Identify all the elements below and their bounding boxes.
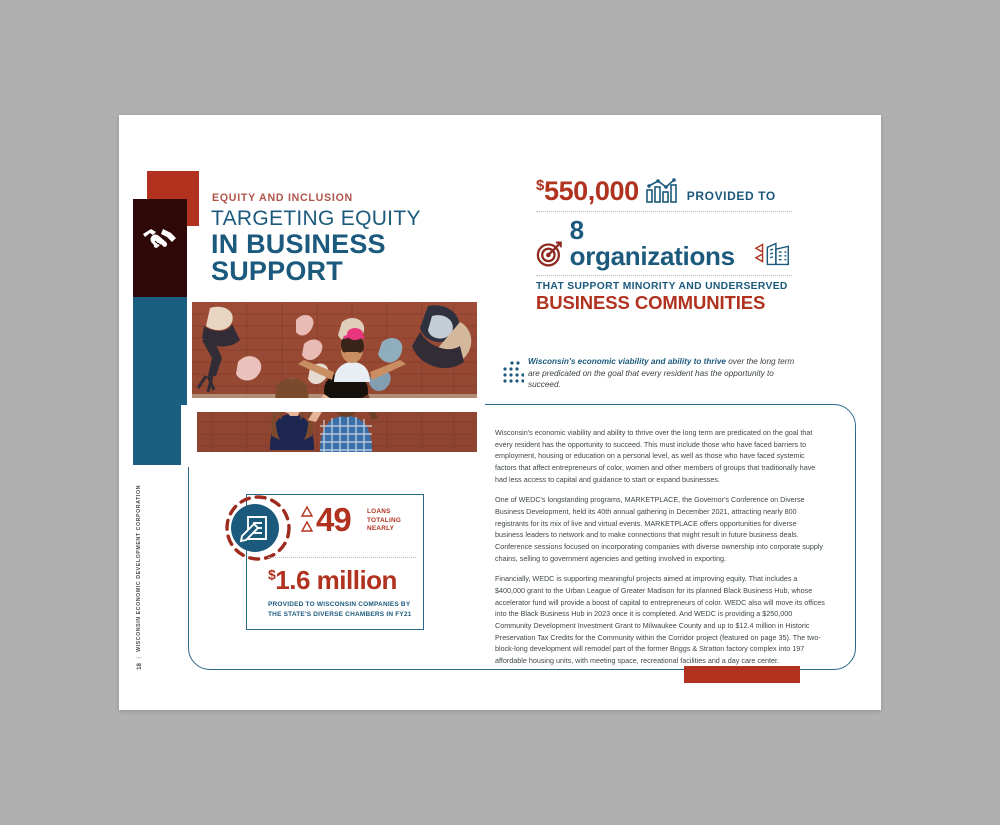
buildings-icon [754, 238, 792, 268]
loans-icon-badge [224, 494, 292, 562]
page-footer-vertical [131, 485, 147, 700]
stat-amount-value: 550,000 [543, 176, 639, 206]
loans-caption-line1: LOANS [367, 508, 391, 515]
page-number: 18 [135, 663, 143, 671]
stat-organizations-value: 8 organizations [569, 215, 735, 271]
stat-tagline-small: THAT SUPPORT MINORITY AND UNDERSERVED [536, 281, 788, 292]
body-paragraph: Financially, WEDC is supporting meaningful projects aimed at improving equity. That includes a $400,000 grant to the Urban League of Greater Madison for its planned Black Business Hub, whose accelerator fund will provide a boost of capital to entrepreneurs of color. WEDC also will move its offices into the Black Business Hub in 2023 once it is completed. And WEDC is providing a $250,000 Community Development Investment Grant to Milwaukee County and up to $12.4 million in Historic Preservation Tax Credits for the Community within the Corridor project (featured on page 35). The two-block-long development will remodel part of the former Briggs & Stratton factory complex into 197 affordable housing units, with meeting space, recreational facilities and a day care center. [495, 574, 825, 665]
loans-amount-dollar: $ [268, 566, 276, 583]
loans-amount [268, 567, 397, 593]
dollar-sign: $ [536, 177, 544, 194]
page-title-line2: IN BUSINESS [211, 229, 386, 259]
stat-provided-to-label: PROVIDED TO [686, 189, 776, 203]
body-paragraph: One of WEDC's longstanding programs, MARKETPLACE, the Governor's Conference on Diverse Business Development, held its 40th annual gathering in December 2021, attracting nearly 800 registrants for its mix of live and virtual events. MARKETPLACE offers opportunities for diverse business leaders to network and to make connections that might result in future business deals. Conference sessions focused on incorporating companies with diverse ownership into corporate supply chains, selling to government agencies and getting involved in exporting. [495, 495, 824, 563]
loans-divider [268, 557, 416, 558]
loans-amount-caption [268, 600, 428, 620]
eyebrow-label: EQUITY AND INCLUSION [212, 192, 353, 204]
report-page [119, 115, 881, 710]
loans-caption-line2: TOTALING [367, 516, 402, 524]
pull-quote-text [528, 356, 802, 391]
panel-mask-top [189, 398, 485, 412]
loans-amount-caption-line2: THE STATE'S DIVERSE CHAMBERS IN FY21 [268, 610, 412, 618]
stat-tagline-large: BUSINESS COMMUNITIES [536, 292, 766, 313]
dot-grid-icon [502, 356, 528, 391]
pull-quote-rest: over the long term are predicated on the goal that every resident has the opportunity to succeed. [528, 357, 795, 390]
body-paragraph: Wisconsin's economic viability and ability to thrive over the long term are predicated on the goal that every resident has the opportunity to succeed. This must include those who have faced barriers to employment, housing or education on a personal level, as well as those who have faced systemic factors that affect entrepreneurs of color, women and other members of groups that traditionally have had less access to capital and guidance to start or expand businesses. [495, 428, 816, 484]
loans-amount-caption-line1: PROVIDED TO WISCONSIN COMPANIES BY [268, 601, 411, 608]
stat-divider-1 [536, 211, 792, 212]
loans-count: 49 [316, 501, 351, 538]
triangle-markers-icon [300, 505, 314, 535]
body-copy [495, 427, 826, 675]
panel-mask-left [181, 405, 197, 467]
stat-row-amount [536, 178, 792, 205]
stat-amount [536, 178, 639, 205]
stat-row-organizations [536, 217, 792, 269]
footer-org-label: WISCONSIN ECONOMIC DEVELOPMENT CORPORATION [136, 485, 142, 652]
page-title-line1: TARGETING EQUITY [211, 207, 421, 230]
logo-dark-block [133, 199, 187, 297]
pull-quote [502, 356, 802, 391]
pull-quote-bold: Wisconsin's economic viability and ability to thrive [528, 357, 726, 366]
stat-divider-2 [536, 275, 792, 276]
handshake-icon [141, 223, 179, 253]
stats-block [536, 178, 792, 312]
page-title-line3: SUPPORT [211, 256, 343, 286]
target-icon [536, 240, 563, 268]
footer-divider: | [136, 656, 142, 659]
bar-chart-icon [645, 178, 679, 204]
loans-caption [367, 508, 401, 534]
loans-caption-line3: NEARLY [367, 525, 395, 533]
loans-amount-value: 1.6 million [275, 565, 397, 595]
